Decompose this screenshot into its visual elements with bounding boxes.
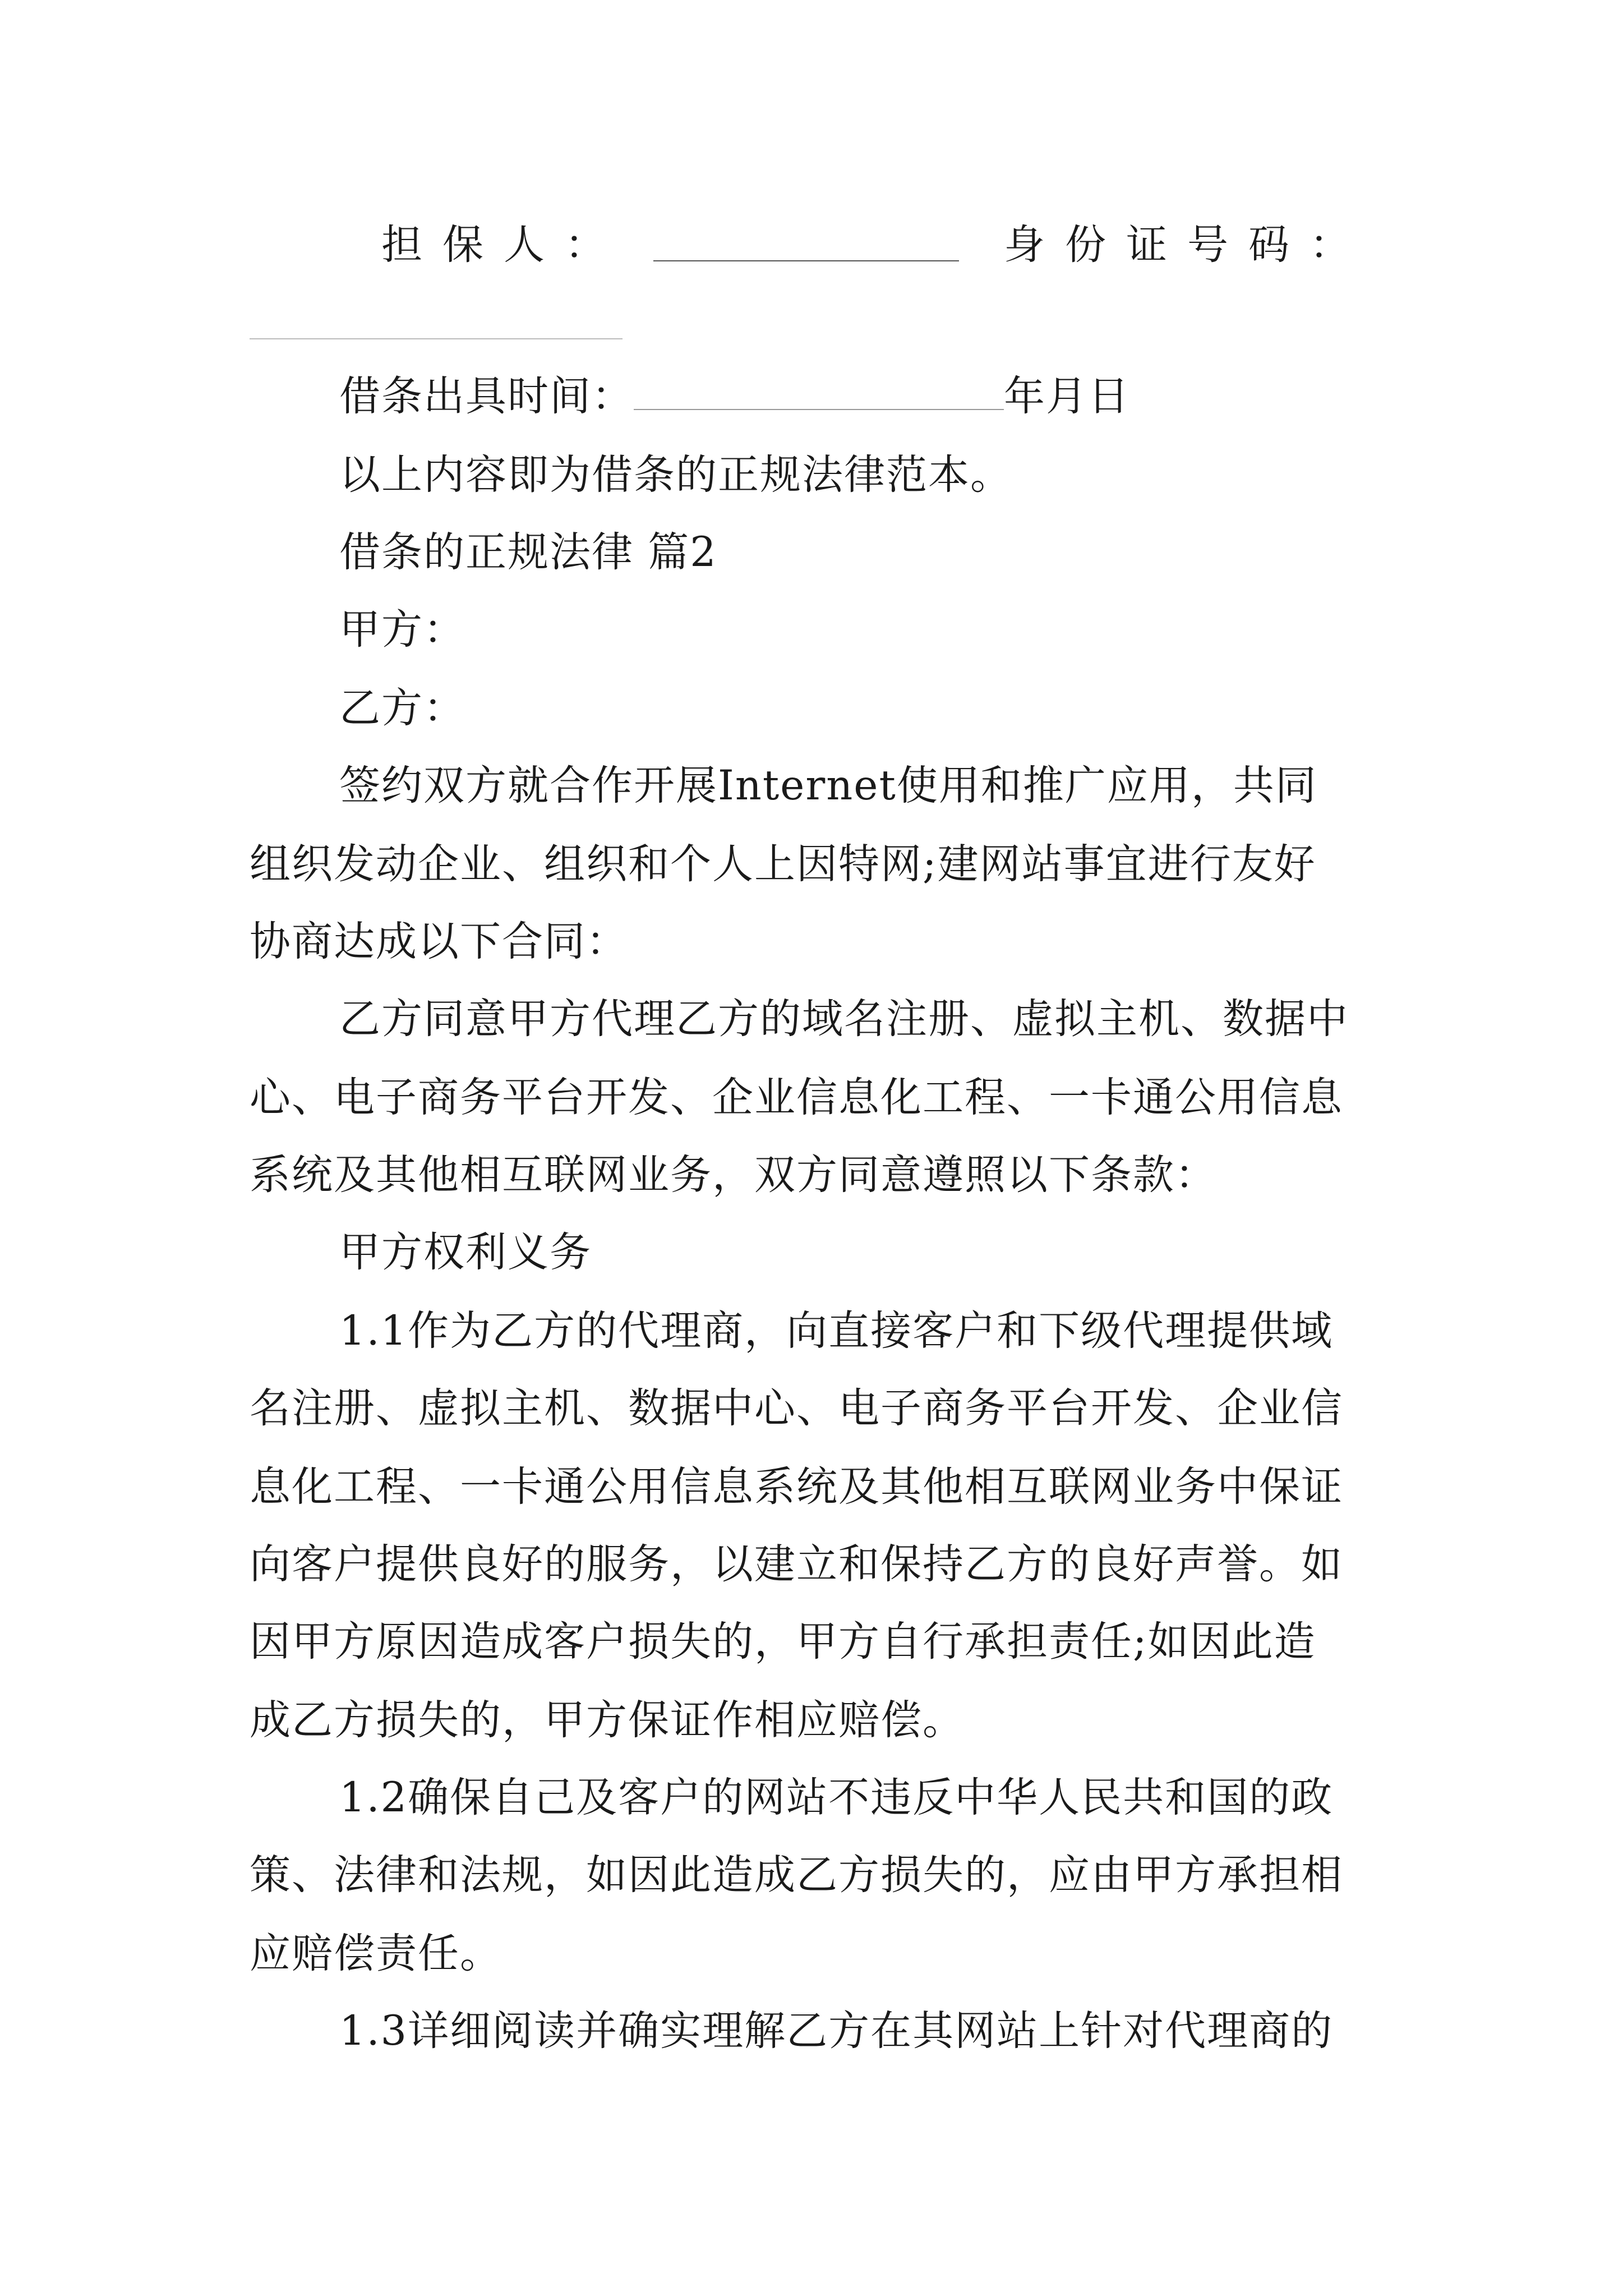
text-line: 应赔偿责任。	[250, 1930, 502, 1977]
id-number-blank	[250, 338, 623, 339]
text-line: 乙方同意甲方代理乙方的域名注册、虚拟主机、数据中	[339, 995, 1349, 1043]
issue-time-suffix: 年月日	[1004, 372, 1130, 420]
issue-time-label: 借条出具时间：	[339, 372, 634, 420]
guarantor-name-blank	[653, 260, 959, 261]
text-line: 心、电子商务平台开发、企业信息化工程、一卡通公用信息	[250, 1074, 1343, 1121]
party-a-label: 甲方：	[339, 606, 465, 654]
text-line: 1.3详细阅读并确实理解乙方在其网站上针对代理商的	[339, 2007, 1334, 2055]
text-line: 协商达成以下合同：	[250, 918, 628, 965]
guarantor-label: 担保人：	[381, 221, 626, 269]
text-line: 1.2确保自己及客户的网站不违反中华人民共和国的政	[339, 1774, 1334, 1821]
text-line: 策、法律和法规，如因此造成乙方损失的，应由甲方承担相	[250, 1851, 1343, 1899]
text-line: 因甲方原因造成客户损失的，甲方自行承担责任;如因此造	[250, 1618, 1316, 1665]
issue-time-blank	[634, 375, 1004, 410]
party-b-label: 乙方：	[339, 684, 465, 732]
guarantor-line	[381, 220, 1380, 270]
clause-heading: 甲方权利义务	[339, 1228, 592, 1276]
text-line: 系统及其他相互联网业务，双方同意遵照以下条款：	[250, 1151, 1217, 1199]
id-number-label: 身份证号码：	[1004, 221, 1371, 269]
text-line: 签约双方就合作开展Internet使用和推广应用，共同	[339, 762, 1317, 809]
text-line: 1.1作为乙方的代理商，向直接客户和下级代理提供域	[339, 1307, 1334, 1355]
text-line: 名注册、虚拟主机、数据中心、电子商务平台开发、企业信	[250, 1384, 1343, 1432]
text-line: 以上内容即为借条的正规法律范本。	[339, 451, 1012, 499]
section-heading: 借条的正规法律 篇2	[339, 528, 717, 576]
text-line: 组织发动企业、组织和个人上因特网;建网站事宜进行友好	[250, 840, 1316, 888]
issue-time-line	[339, 371, 1130, 422]
text-line: 向客户提供良好的服务，以建立和保持乙方的良好声誉。如	[250, 1540, 1343, 1588]
text-line: 息化工程、一卡通公用信息系统及其他相互联网业务中保证	[250, 1463, 1343, 1511]
text-line: 成乙方损失的，甲方保证作相应赔偿。	[250, 1696, 965, 1744]
